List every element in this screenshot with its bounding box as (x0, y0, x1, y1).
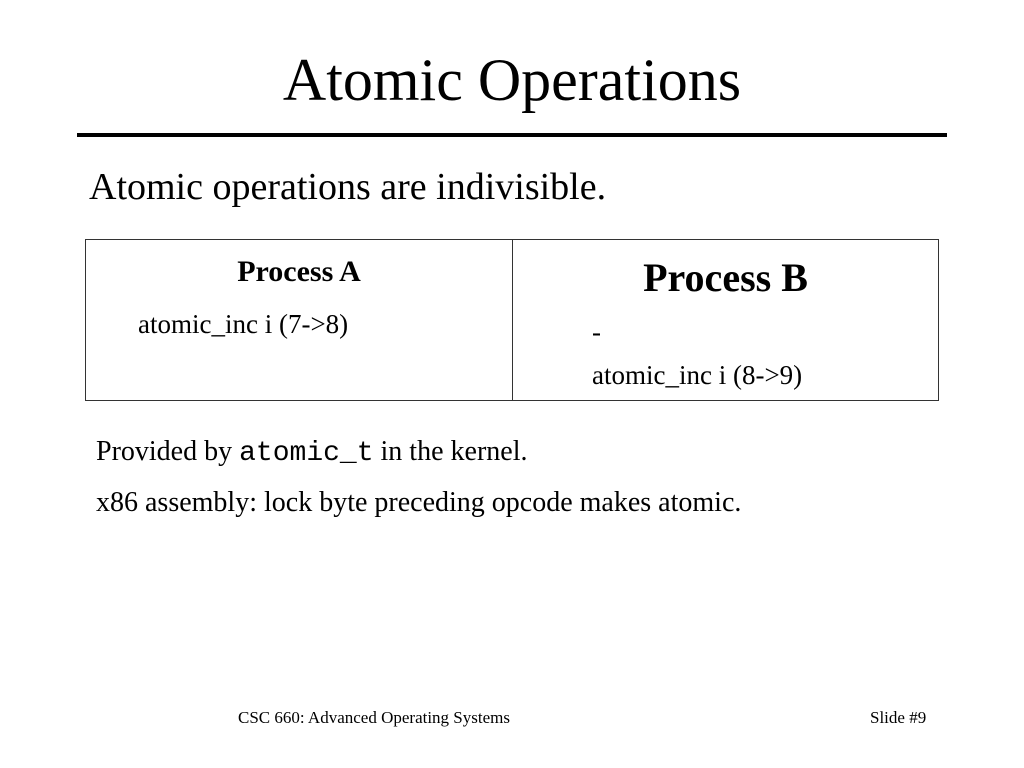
process-b-line: atomic_inc i (8->9) (592, 360, 803, 390)
slide-title: Atomic Operations (282, 47, 742, 113)
footer-slide-number: Slide #9 (870, 708, 927, 727)
atomic-type-code: atomic_t (239, 438, 374, 469)
process-b-line: - (592, 317, 601, 347)
process-b-heading: Process B (643, 255, 808, 300)
process-a-column (86, 240, 513, 400)
provided-by-note (96, 434, 527, 472)
footer-course: CSC 660: Advanced Operating Systems (238, 708, 510, 727)
process-a-line: atomic_inc i (7->8) (138, 309, 349, 339)
process-b-column (513, 240, 938, 400)
x86-note: x86 assembly: lock byte preceding opcode makes atomic. (96, 487, 742, 518)
process-table (85, 239, 939, 401)
provided-suffix: in the kernel. (373, 436, 528, 467)
provided-prefix: Provided by (96, 436, 240, 467)
title-divider (77, 133, 947, 137)
intro-text: Atomic operations are indivisible. (89, 166, 607, 208)
process-a-heading: Process A (237, 255, 361, 288)
